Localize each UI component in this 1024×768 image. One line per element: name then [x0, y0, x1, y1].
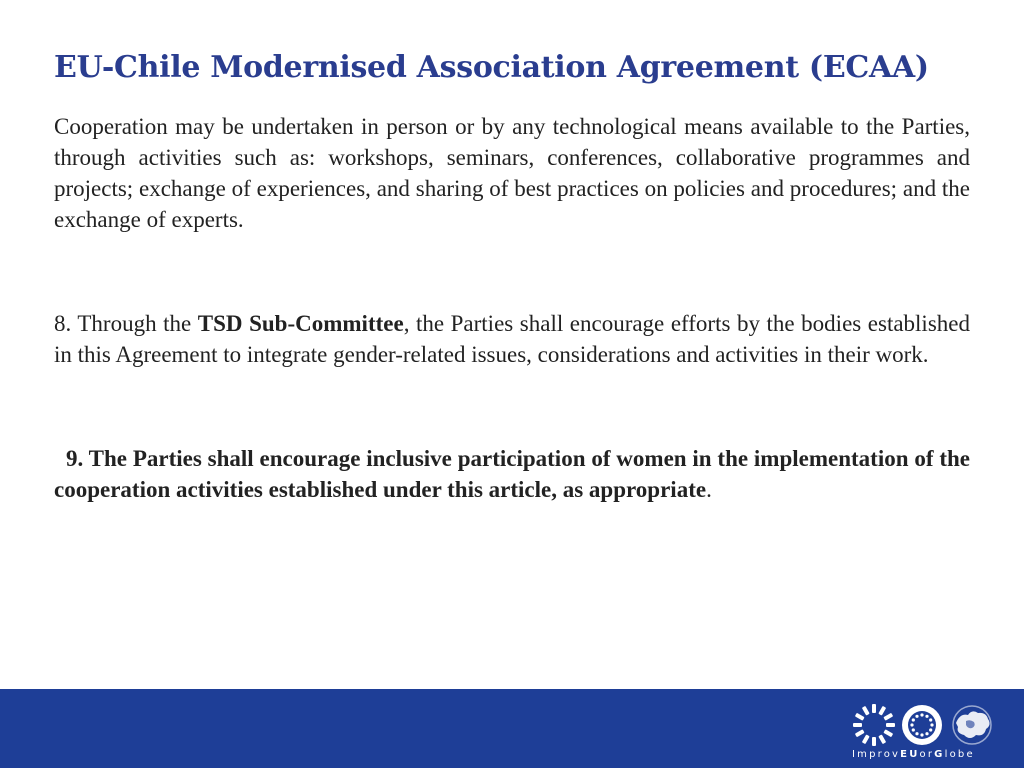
logo-wordmark: [852, 749, 994, 760]
improveuorglobe-logo: [852, 703, 994, 763]
paragraph-8: [54, 308, 970, 370]
footer-band: [0, 689, 1024, 768]
slide-title: EU-Chile Modernised Association Agreement (ECAA): [54, 50, 929, 85]
eu-stars-icon: [900, 703, 944, 747]
logo-text-eu: EU: [900, 749, 920, 760]
logo-text-or: or: [919, 749, 935, 760]
globe-map-icon: [948, 703, 994, 747]
paragraph-9-suffix: .: [706, 477, 712, 502]
logo-text-improv: Improv: [852, 749, 901, 760]
logo-text-g: G: [934, 749, 945, 760]
logo-text-lobe: lobe: [944, 749, 975, 760]
tsd-subcommittee-bold: TSD Sub-Committee: [197, 311, 404, 336]
paragraph-9-bold: 9. The Parties shall encourage inclusive participation of women in the implementation of the cooperation activities established under this article, as appropriate: [54, 446, 970, 502]
sunburst-icon: [852, 703, 896, 747]
paragraph-9: [54, 443, 970, 505]
paragraph-cooperation: Cooperation may be undertaken in person or by any technological means available to the Parties, through activities such as: workshops, seminars, conferences, collaborative programmes and projects; exchange of experiences, and sharing of best practices on policies and procedures; and the exchange of experts.: [54, 114, 970, 232]
paragraph-8-prefix: 8. Through the: [54, 311, 198, 336]
logo-marks: [852, 703, 994, 747]
paragraph-8-suffix: , the Parties shall encourage efforts by the bodies established in this Agreement to integrate gender-related issues, considerations and activities in their work.: [54, 311, 970, 367]
